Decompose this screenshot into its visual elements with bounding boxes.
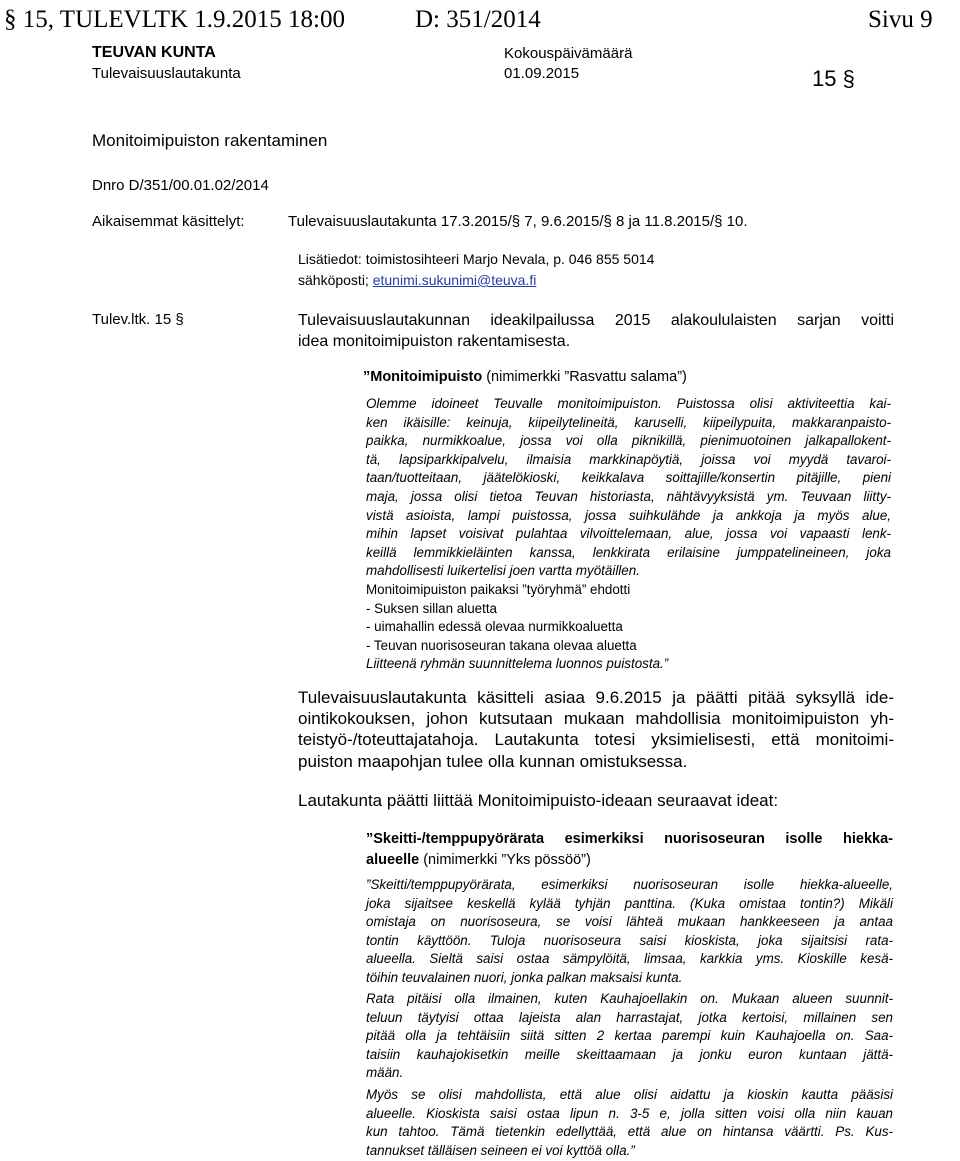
text-line: töihin teuvalainen nuori, jonka palkan maksaisi kunta. bbox=[366, 969, 683, 985]
text-line: Rata pitäisi olla ilmainen, kuten Kauhajoellakin on. Mukaan alueen suunnit- bbox=[366, 991, 893, 1006]
text-line: ointikokouksen, johon kutsutaan mukaan mahdollisia monitoimipuiston yh- bbox=[298, 709, 894, 729]
list-item: - Suksen sillan aluetta bbox=[366, 600, 498, 616]
document-header-dnro: D: 351/2014 bbox=[415, 6, 541, 33]
places-intro: Monitoimipuiston paikaksi ”työryhmä” ehdotti bbox=[366, 582, 631, 597]
text-line: teluun täytyisi ottaa lajeista alan harrastajat, jotka kertoisi, millainen sen bbox=[366, 1009, 893, 1025]
text-line: alueelle. Kioskista saisi ostaa lipun n. 3-5 e, jolla sitten voisi olla niin kauan bbox=[366, 1105, 893, 1121]
winner-title bbox=[363, 369, 687, 385]
text-line: pitää olla ja tehtäisiin siitä sitten 2 kertaa parempi kuin Kauhajoella on. Saa- bbox=[366, 1028, 893, 1044]
text-line: puiston maapohjan tulee olla kunnan omistuksessa. bbox=[298, 751, 688, 771]
text-line: joka sijaitsee keskellä kylää tyhjän panttina. (Kuka omistaa tontin?) Mikäli bbox=[366, 895, 893, 911]
text-line: Myös se olisi mahdollista, että alue olisi aidattu ja kioskin kautta pääsisi bbox=[366, 1087, 893, 1102]
text-line: Olemme idoineet Teuvalle monitoimipuiston. Puistossa olisi aktiviteettia kai- bbox=[366, 396, 891, 411]
text-line: ”Skeitti/temppupyörärata, esimerkiksi nuorisoseuran isolle hiekka-alueelle, bbox=[366, 877, 893, 892]
places-list bbox=[366, 581, 891, 674]
text-line: paikka, nurmikkoalue, jossa voi olla piknikillä, pienimuotoinen jalkapallokent- bbox=[366, 433, 891, 449]
text-line: kun tahtoo. Tämä tietenkin edellyttää, että alue on hintansa väärtti. Ps. Kus- bbox=[366, 1124, 893, 1140]
text-line: Tulevaisuuslautakunta käsitteli asiaa 9.6.2015 ja päätti pitää syksyllä ide- bbox=[298, 688, 894, 707]
skate-paragraph-3 bbox=[366, 1086, 893, 1160]
skate-title-bold: alueelle bbox=[366, 852, 420, 868]
org-name: TEUVAN KUNTA bbox=[92, 44, 216, 61]
text-line: mahdollisesti luikertelisi joen vartta myötäillen. bbox=[366, 563, 640, 579]
text-line: ken ikäisille: keinuja, kiipeilytelineitä, karuselli, kiipeilypuita, makkaranpaisto- bbox=[366, 414, 891, 430]
text-line: tä, lapsiparkkipalvelu, ilmaisia markkinapöytiä, joissa voi myydä tavaroi- bbox=[366, 451, 891, 467]
decision-text bbox=[298, 687, 894, 772]
decision-attach-line: Lautakunta päätti liittää Monitoimipuisto-ideaan seuraavat ideat: bbox=[298, 791, 779, 810]
text-line: mihin lapset voisivat pulahtaa vilvoittelemaan, alue, jossa voi vapaasti lenk- bbox=[366, 526, 891, 542]
skate-paragraph-1 bbox=[366, 876, 893, 988]
item-intro bbox=[298, 310, 894, 352]
intro-line: idea monitoimipuiston rakentamisesta. bbox=[298, 333, 571, 350]
text-line: tannukset tälläisen seineen ei voi kyttöä olla.” bbox=[366, 1142, 635, 1158]
text-line: taisiin kauhajokisetkin meille skeittaamaan ja jonku euron kuntaan jättä- bbox=[366, 1046, 893, 1062]
list-item: - Teuvan nuorisoseuran takana olevaa aluetta bbox=[366, 637, 637, 653]
text-line: vistä asioista, lampi puistossa, jossa suihkulähde ja ankkoja ja myös alue, bbox=[366, 507, 891, 523]
text-line: omistaja on nuorisoseura, se voisi lähteä mukaan hankkeeseen ja antaa bbox=[366, 914, 893, 930]
text-line: alueella. Sieltä saisi ostaa sämpylöitä, limsaa, karkkia yms. Kioskille kesä- bbox=[366, 951, 893, 967]
date-label: Kokouspäivämäärä bbox=[504, 45, 633, 62]
list-item: - uimahallin edessä olevaa nurmikkoaluetta bbox=[366, 619, 623, 635]
attachment-note: Liitteenä ryhmän suunnittelema luonnos puistosta.” bbox=[366, 656, 669, 672]
dnro: Dnro D/351/00.01.02/2014 bbox=[92, 177, 269, 194]
text-line: mään. bbox=[366, 1065, 404, 1081]
document-header-left: § 15, TULEVLTK 1.9.2015 18:00 bbox=[4, 6, 345, 33]
winner-title-bold: ”Monitoimipuisto bbox=[363, 369, 483, 385]
text-line: teistyö-/toteuttajatahoja. Lautakunta totesi yksimielisesti, että monitoimi- bbox=[298, 730, 894, 750]
skate-title-rest: (nimimerkki ”Yks pössöö”) bbox=[419, 852, 591, 868]
section-number: 15 § bbox=[812, 66, 855, 91]
board-name: Tulevaisuuslautakunta bbox=[92, 65, 241, 82]
email-prefix: sähköposti; bbox=[298, 272, 373, 288]
item-reference: Tulev.ltk. 15 § bbox=[92, 311, 184, 328]
skate-paragraph-2 bbox=[366, 990, 893, 1083]
email-link[interactable]: etunimi.sukunimi@teuva.fi bbox=[372, 272, 537, 288]
intro-line: Tulevaisuuslautakunnan ideakilpailussa 2015 alakoululaisten sarjan voitti bbox=[298, 312, 894, 329]
text-line: taan/tuotteitaan, jäätelökioski, keikkalava soittajille/konsertin pitäjille, pieni bbox=[366, 470, 891, 486]
earlier-value: Tulevaisuuslautakunta 17.3.2015/§ 7, 9.6.2015/§ 8 ja 11.8.2015/§ 10. bbox=[288, 213, 748, 230]
page-title: Monitoimipuiston rakentaminen bbox=[92, 131, 328, 150]
skate-title bbox=[366, 829, 893, 871]
contact-email-line bbox=[298, 272, 536, 288]
skate-title-line: ”Skeitti-/temppupyörärata esimerkiksi nuorisoseuran isolle hiekka- bbox=[366, 831, 893, 847]
text-line: maja, jossa olisi tietoa Teuvan historiasta, nähtävyyksistä ym. Teuvaan liitty- bbox=[366, 488, 891, 504]
winner-title-rest: (nimimerkki ”Rasvattu salama”) bbox=[482, 369, 687, 385]
contact-info: Lisätiedot: toimistosihteeri Marjo Nevala, p. 046 855 5014 bbox=[298, 251, 655, 267]
earlier-label: Aikaisemmat käsittelyt: bbox=[92, 213, 245, 230]
text-line: tontin käyttöön. Tuloja nuorisoseura saisi kioskista, joka sijaitsisi rata- bbox=[366, 932, 893, 948]
winner-description bbox=[366, 395, 891, 581]
page-number: Sivu 9 bbox=[868, 6, 933, 33]
text-line: keillä lemmikkieläinten kanssa, lenkkirata erilaisine jumppatelineineen, joka bbox=[366, 544, 891, 560]
meeting-date: 01.09.2015 bbox=[504, 65, 580, 82]
